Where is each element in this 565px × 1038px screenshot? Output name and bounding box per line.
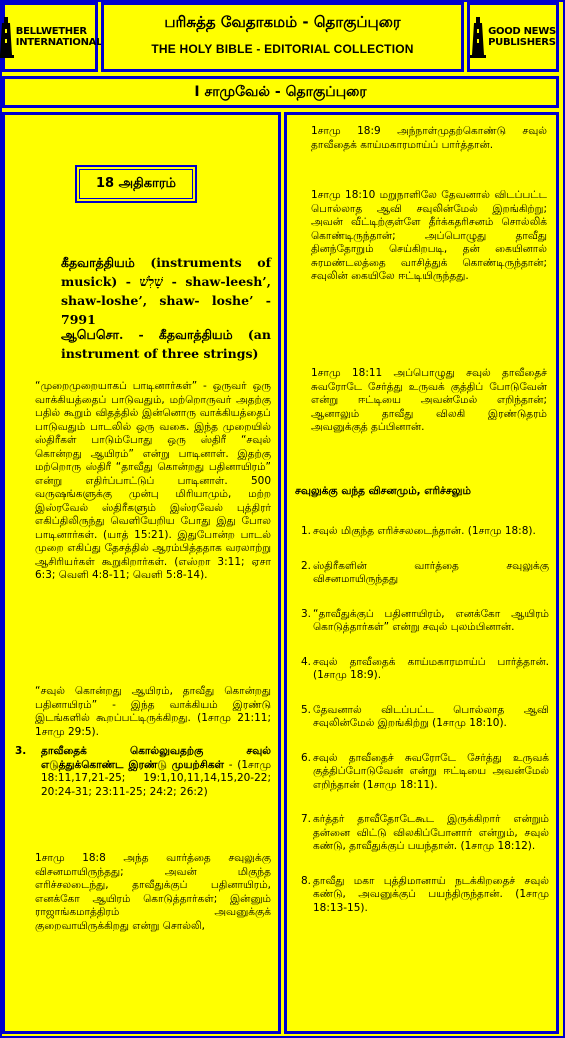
point-number: 6.	[301, 751, 312, 764]
chapter-title: 18 அதிகாரம்	[79, 169, 193, 199]
english-title: THE HOLY BIBLE - EDITORIAL COLLECTION	[151, 42, 414, 56]
quote-paragraph: “சவுல் கொன்றது ஆயிரம், தாவீது கொன்றது பதினாயிரம்” - இந்த வாக்கியம் இரண்டு இடங்களில் கூறப்பட்டிருக்கிறது. (1சாமு 21:11; 1சாமு 29:5).	[35, 685, 271, 738]
right-column	[284, 112, 559, 1034]
point-number: 1.	[301, 525, 312, 537]
section-refs: - (1சாமு 18:11,17,21-25; 19:1,10,11,14,15,20-22; 20:24-31; 23:11-25; 24:2; 26:2)	[41, 758, 271, 798]
tower-icon	[470, 15, 486, 59]
verse-18-11: 1சாமு 18:11 அப்பொழுது சவுல் தாவீதைச் சுவரோடே சேர்த்து உருவக் குத்திப் போடுவேன் என்று ஈட்டியை அவன்மேல் எறிந்தான்; ஆனாலும் தாவீது விலகி இரண்டுதரம் அவனுக்குத் தப்பினான்.	[311, 367, 547, 433]
point-item	[291, 752, 549, 793]
left-logo-line2: INTERNATIONAL	[15, 37, 103, 48]
point-number: 2.	[301, 559, 312, 572]
point-item	[291, 656, 549, 683]
point-text: சவுல் தாவீதைக் காய்மகாரமாய்ப் பார்த்தான். (1சாமு 18:9).	[313, 655, 549, 681]
verse-18-9: 1சாமு 18:9 அந்நாள்முதற்கொண்டு சவுல் தாவீதைக் காய்மகாரமாய்ப் பார்த்தான்.	[311, 125, 547, 151]
good-news-logo	[467, 2, 559, 72]
point-item	[291, 813, 549, 854]
septuagint-definition: ஆபெசொ. - கீதவாத்தியம் (an instrument of three strings)	[61, 327, 271, 361]
word-definition: கீதவாத்தியம் (instruments of musick) - שָׁלִשׁ - shaw-leesh’, shaw-loshe’, shaw- loshe’ - 7991	[61, 255, 271, 327]
point-text: தாவீது மகா புத்திமானாய் நடக்கிறதைச் சவுல் கண்டு, அவனுக்குப் பயந்திருந்தான். (1சாமு 18:13-15).	[313, 874, 549, 914]
point-item	[291, 525, 549, 539]
verse-18-10: 1சாமு 18:10 மறுநாளிலே தேவனால் விடப்பட்ட பொல்லாத ஆவி சவுலின்மேல் இறங்கிற்று; அவன் வீட்டிற்குள்ளே தீர்க்கதரிசனம் சொல்லிக் கொண்டிருந்தான்; அப்பொழுது தாவீது தினந்தோறும் செய்கிறபடி, தன் கையினால் சுரமண்டலத்தை வாசித்துக் கொண்டிருந்தான்; சவுலின் கையிலே ஈட்டியிருந்தது.	[311, 189, 547, 282]
point-item	[291, 560, 549, 587]
point-number: 7.	[301, 813, 312, 825]
point-text: கர்த்தர் தாவீதோடேகூட இருக்கிறார் என்றும் தன்னை விட்டு விலகிப்போனார் என்றும், சவுல் கண்டு, தாவீதுக்குப் பயந்தான். (1சாமு 18:12).	[313, 813, 549, 852]
point-number: 5.	[301, 703, 312, 716]
antiphonal-paragraph: “முறைமுறையாகப் பாடினார்கள்” - ஒருவர் ஒரு வாக்கியத்தைப் பாடுவதும், மற்றொருவர் அதற்கு பதில் கூறும் விதத்தில் இன்னொரு வாக்கியத்தைப் பாடுவதும் பாடலில் ஒரு வகை. இந்த முறையில் ஸ்திரீகள் பாடும்போது ஒரு ஸ்திரீ “சவுல் கொன்றது ஆயிரம்” என்று பாடினாள். இதற்கு மற்றொரு ஸ்திரீ “தாவீது கொன்றது பதினாயிரம்” என்று எதிர்ப்பாட்டுப் பாடினாள். 500 வருஷங்களுக்கு முன்பு மிரியாமும், மற்ற இஸ்ரவேல் ஸ்திரீகளும் இஸ்ரவேல் புத்திரர் எகிப்திலிருந்து வெளியேறிய போது இது போல பாடினார்கள். (யாத் 15:21). இதுபோன்ற பாடல் முறை எகிப்து தேசத்தில் ஆரம்பித்ததாக வரலாற்று ஆசிரியர்கள் கூறுகிறார்கள். (எஸ்றா 3:11; ஏசா 6:3; வெளி 4:8-11; வெளி 5:8-14).	[35, 380, 271, 581]
header	[2, 2, 559, 72]
verse-18-8: 1சாமு 18:8 அந்த வார்த்தை சவுலுக்கு விசனமாயிருந்தது; அவன் மிகுந்த எரிச்சலடைந்து, தாவீதுக்குப் பதினாயிரம், எனக்கோ ஆயிரம் கொடுத்தார்கள்; இன்னும் ராஜாங்கமாத்திரம் அவனுக்குக் குறைவாயிருக்கிறது என்று சொல்லி,	[35, 852, 271, 932]
section-number: 3.	[15, 745, 27, 757]
points-heading: சவுலுக்கு வந்த விசனமும், எரிச்சலும்	[295, 485, 471, 497]
tower-icon	[0, 15, 14, 59]
point-text: சவுல் தாவீதைச் சுவரோடே சேர்த்து உருவக் குத்திப்போடுவேன் என்று ஈட்டியை அவன்மேல் எறிந்தான் (1சாமு 18:11).	[313, 751, 549, 791]
point-text: தேவனால் விடப்பட்ட பொல்லாத ஆவி சவுலின்மேல் இறங்கிற்று (1சாமு 18:10).	[313, 703, 549, 729]
point-item	[291, 608, 549, 635]
bellwether-logo	[2, 2, 103, 72]
point-number: 3.	[301, 607, 312, 620]
left-column	[2, 112, 281, 1034]
section-3-heading	[15, 745, 271, 799]
point-number: 8.	[301, 874, 312, 887]
point-item	[291, 704, 549, 731]
book-subtitle: I சாமுவேல் - தொகுப்புரை	[2, 76, 559, 108]
tamil-title: பரிசுத்த வேதாகமம் - தொகுப்புரை	[164, 13, 401, 31]
chapter-box	[75, 165, 197, 203]
points-list	[291, 525, 549, 936]
point-text: ஸ்திரீகளின் வார்த்தை சவுலுக்கு விசனமாயிருந்தது	[313, 559, 549, 585]
point-text: சவுல் மிகுந்த எரிச்சலடைந்தான். (1சாமு 18:8).	[313, 525, 536, 537]
point-number: 4.	[301, 655, 312, 668]
section-title: தாவீதைக் கொல்லுவதற்கு சவுல் எடுத்துக்கொண்ட இரண்டு முயற்சிகள்	[41, 745, 271, 771]
left-logo-line1: BELLWETHER	[15, 26, 87, 37]
point-text: “தாவீதுக்குப் பதினாயிரம், எனக்கோ ஆயிரம் கொடுத்தார்கள்” என்று சவுல் புலம்பினான்.	[313, 607, 549, 633]
title-box	[101, 2, 464, 72]
right-logo-line1: GOOD NEWS	[488, 26, 556, 37]
point-item	[291, 875, 549, 916]
right-logo-line2: PUBLISHERS	[488, 37, 556, 48]
